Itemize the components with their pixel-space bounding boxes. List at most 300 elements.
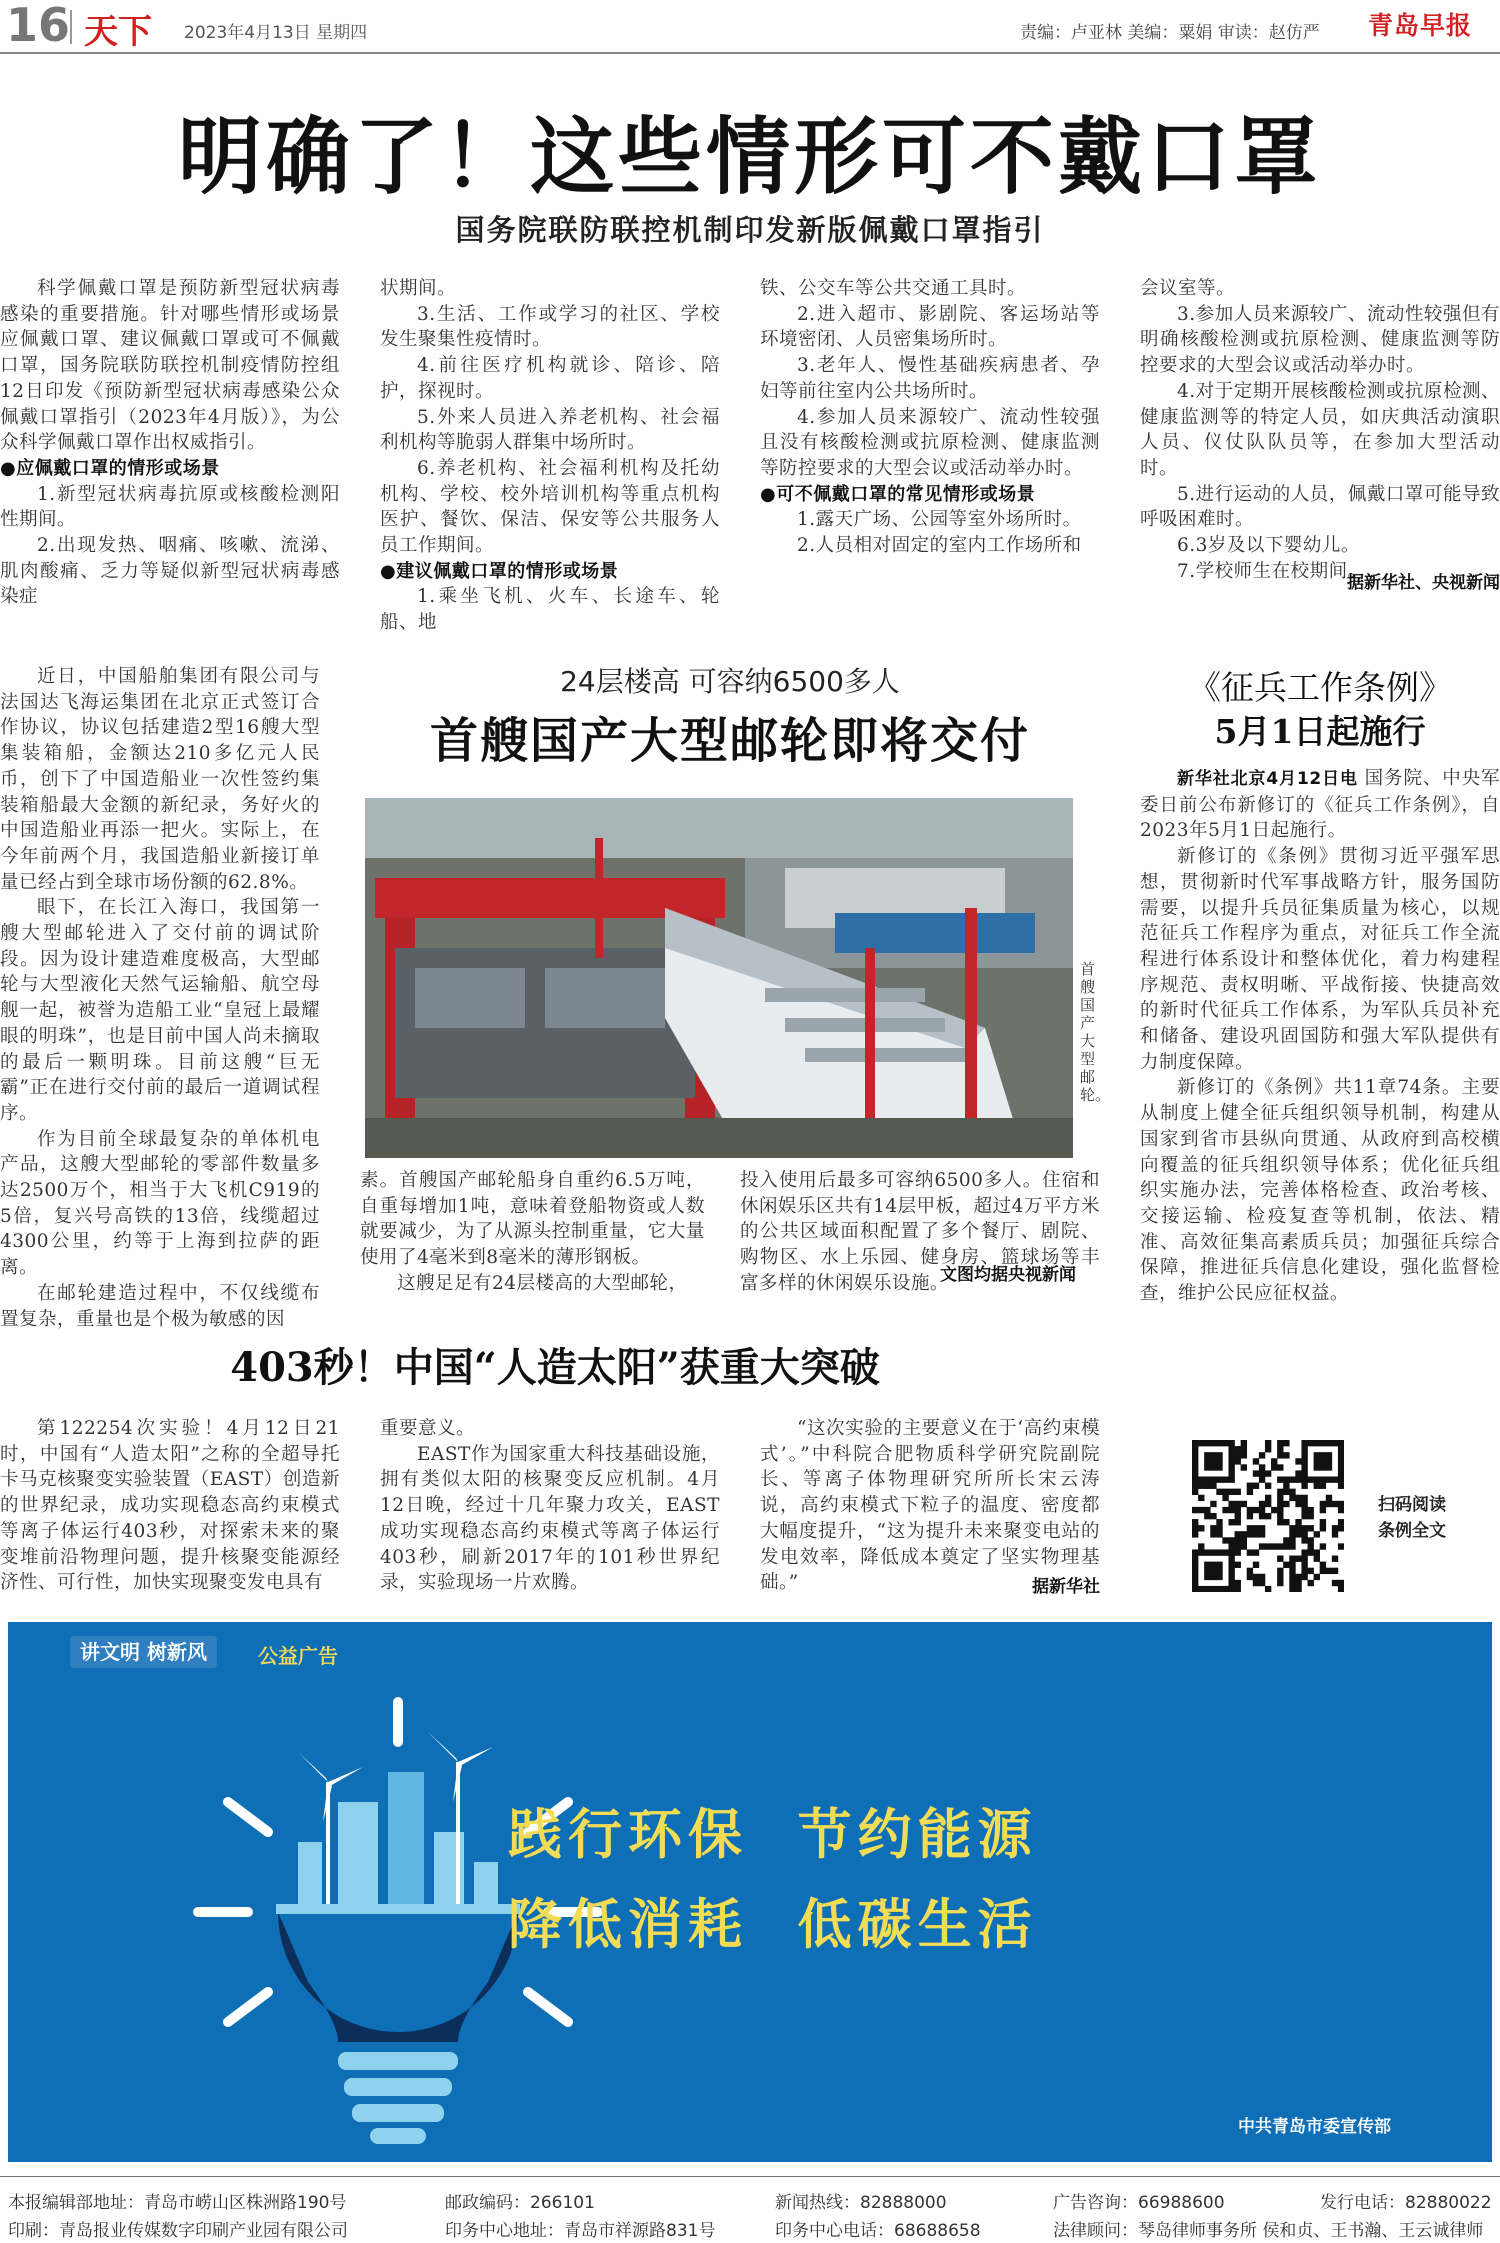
paragraph: 6.养老机构、社会福利机构及托幼机构、学校、校外培训机构等重点机构医护、餐饮、保洁、保安等公共服务人员工作期间。 [380, 457, 720, 557]
qr-module [1314, 1556, 1320, 1562]
qr-module [1222, 1586, 1228, 1592]
qr-module [1338, 1458, 1344, 1464]
paragraph: 眼下，在长江入海口，我国第一艘大型邮轮进入了交付前的调试阶段。因为设计建造难度极高，大型邮轮与大型液化天然气运输船、航空母舰一起，被誉为造船工业“皇冠上最耀眼的明珠”，也是目前中国人尚未摘取的最后一颗明珠。目前这艘“巨无霸”正在进行交付前的最后一道调试程序。 [0, 897, 320, 1124]
paragraph: 科学佩戴口罩是预防新型冠状病毒感染的重要措施。针对哪些情形或场景应佩戴口罩、建议佩戴口罩或可不佩戴口罩，国务院联防联控机制疫情防控组12日印发《预防新型冠状病毒感染公众佩戴口罩指引（2023年4月版）》，为公众科学佩戴口罩作出权威指引。 [0, 278, 340, 454]
qr-module [1308, 1537, 1314, 1543]
conscription-headline-1: 《征兵工作条例》 [1188, 668, 1452, 707]
qr-module [1308, 1568, 1314, 1574]
qr-module [1326, 1464, 1332, 1470]
qr-module [1320, 1562, 1326, 1568]
qr-module [1289, 1525, 1295, 1531]
qr-module [1332, 1580, 1338, 1586]
ad-slogan-2: 降低消耗 低碳生活 [508, 1893, 1038, 1956]
qr-module [1210, 1476, 1216, 1482]
qr-module [1283, 1501, 1289, 1507]
qr-module [1326, 1458, 1332, 1464]
qr-module [1301, 1458, 1307, 1464]
section-subheading: ●应佩戴口罩的情形或场景 [0, 457, 220, 479]
qr-module [1222, 1476, 1228, 1482]
qr-module [1204, 1513, 1210, 1519]
section-subheading: ●可不佩戴口罩的常见情形或场景 [760, 483, 1036, 505]
qr-module [1314, 1531, 1320, 1537]
qr-module [1247, 1568, 1253, 1574]
qr-module [1259, 1464, 1265, 1470]
qr-module [1241, 1531, 1247, 1537]
paragraph: 1.露天广场、公园等室外场所时。 [797, 509, 1082, 531]
footer-rule [0, 2176, 1500, 2177]
footer-ad-contact: 广告咨询：66988600 [1053, 2193, 1225, 2213]
qr-module [1338, 1519, 1344, 1525]
conscription-headline-2: 5月1日起施行 [1214, 712, 1426, 751]
qr-module [1192, 1556, 1198, 1562]
qr-module [1301, 1537, 1307, 1543]
qr-module [1228, 1476, 1234, 1482]
qr-module [1289, 1586, 1295, 1592]
article-east [0, 1336, 1110, 1606]
qr-module [1210, 1464, 1216, 1470]
qr-module [1192, 1483, 1198, 1489]
qr-module [1277, 1452, 1283, 1458]
page-number: 16 [6, 0, 71, 52]
qr-module [1320, 1440, 1326, 1446]
qr-module [1295, 1574, 1301, 1580]
paragraph: 投入使用后最多可容纳6500多人。住宿和休闲娱乐区共有14层甲板，超过4万平方米的公共区域面积配置了多个餐厅、剧院、购物区、水上乐园、健身房、篮球场等丰富多样的休闲娱乐设施。 [740, 1170, 1100, 1294]
qr-module [1222, 1549, 1228, 1555]
qr-module [1320, 1525, 1326, 1531]
qr-module [1228, 1519, 1234, 1525]
qr-module [1235, 1562, 1241, 1568]
qr-module [1308, 1476, 1314, 1482]
paragraph: EAST作为国家重大科技基础设施，拥有类似太阳的核聚变反应机制。4月12日晚，经过十几年聚力攻关，EAST成功实现稳态高约束模式等离子体运行403秒，刷新2017年的101秒世界纪录，实验现场一片欢腾。 [380, 1443, 720, 1594]
qr-module [1259, 1574, 1265, 1580]
qr-module [1277, 1568, 1283, 1574]
qr-module [1314, 1476, 1320, 1482]
cruise-headline: 首艘国产大型邮轮即将交付 [429, 713, 1030, 769]
qr-module [1228, 1562, 1234, 1568]
qr-module [1301, 1531, 1307, 1537]
paragraph: 3.参加人员来源较广、流动性较强但有明确核酸检测或抗原检测、健康监测等防控要求的大型会议或活动举办时。 [1140, 303, 1500, 377]
qr-module [1301, 1483, 1307, 1489]
qr-module [1338, 1586, 1344, 1592]
qr-module [1210, 1574, 1216, 1580]
qr-module [1338, 1580, 1344, 1586]
qr-module [1192, 1452, 1198, 1458]
paragraph: 2.人员相对固定的室内工作场所和 [797, 535, 1082, 557]
qr-module [1338, 1446, 1344, 1452]
qr-module [1301, 1562, 1307, 1568]
paragraph: 4.参加人员来源较广、流动性较强且没有核酸检测或抗原检测、健康监测等防控要求的大型会议或活动举办时。 [760, 406, 1100, 479]
qr-module [1259, 1476, 1265, 1482]
qr-module [1235, 1452, 1241, 1458]
qr-module [1277, 1476, 1283, 1482]
qr-module [1289, 1495, 1295, 1501]
qr-module [1228, 1568, 1234, 1574]
paragraph: 第122254次实验！4月12日21时，中国有“人造太阳”之称的全超导托卡马克核聚变实验装置（EAST）创造新的世界纪录，成功实现稳态高约束模式等离子体运行403秒，对探索未来的聚变堆前沿物理问题，提升核聚变能源经济性、可行性，加快实现聚变发电具有 [0, 1418, 340, 1594]
qr-module [1228, 1470, 1234, 1476]
section-name: 天下 [84, 12, 152, 52]
qr-module [1222, 1537, 1228, 1543]
qr-module [1216, 1489, 1222, 1495]
qr-module [1228, 1458, 1234, 1464]
paper-logo-text: 青岛早报 [1368, 11, 1473, 40]
qr-module [1235, 1580, 1241, 1586]
qr-module [1259, 1470, 1265, 1476]
qr-module [1320, 1507, 1326, 1513]
editors-line: 责编：卢亚林 美编：粟娟 审读：赵仿严 [1020, 23, 1320, 43]
qr-module [1338, 1470, 1344, 1476]
qr-module [1314, 1574, 1320, 1580]
qr-module [1314, 1464, 1320, 1470]
qr-module [1210, 1586, 1216, 1592]
qr-module [1198, 1495, 1204, 1501]
qr-module [1295, 1470, 1301, 1476]
qr-module [1265, 1513, 1271, 1519]
qr-module [1326, 1476, 1332, 1482]
qr-module [1295, 1476, 1301, 1482]
paper-logo [1368, 6, 1494, 46]
footer-news-hotline: 新闻热线：82888000 [775, 2193, 947, 2213]
qr-module [1253, 1574, 1259, 1580]
qr-module [1338, 1440, 1344, 1446]
qr-module [1332, 1525, 1338, 1531]
qr-module [1265, 1495, 1271, 1501]
qr-code-image [1192, 1440, 1344, 1592]
qr-module [1283, 1452, 1289, 1458]
qr-module [1314, 1440, 1320, 1446]
qr-module [1204, 1483, 1210, 1489]
qr-module [1210, 1483, 1216, 1489]
qr-module [1259, 1525, 1265, 1531]
qr-module [1253, 1458, 1259, 1464]
page-header [0, 0, 1500, 56]
qr-module [1253, 1549, 1259, 1555]
qr-module [1192, 1519, 1198, 1525]
qr-module [1210, 1513, 1216, 1519]
qr-module [1338, 1501, 1344, 1507]
qr-module [1289, 1531, 1295, 1537]
qr-module [1210, 1568, 1216, 1574]
issue-date: 2023年4月13日 星期四 [184, 23, 368, 43]
qr-module [1198, 1440, 1204, 1446]
paragraph: 这艘足足有24层楼高的大型邮轮， [397, 1272, 688, 1294]
qr-module [1253, 1483, 1259, 1489]
qr-module [1192, 1562, 1198, 1568]
qr-module [1283, 1562, 1289, 1568]
footer-postcode: 邮政编码：266101 [445, 2193, 595, 2213]
qr-module [1235, 1543, 1241, 1549]
ad-tag-main: 讲文明 树新风 [80, 1640, 207, 1664]
paragraph: 2.进入超市、影剧院、客运场站等环境密闭、人员密集场所时。 [760, 303, 1100, 351]
qr-module [1301, 1513, 1307, 1519]
paragraph: 会议室等。 [1140, 278, 1236, 299]
paragraph: 铁、公交车等公共交通工具时。 [760, 278, 1027, 299]
qr-module [1326, 1440, 1332, 1446]
qr-module [1326, 1501, 1332, 1507]
qr-module [1228, 1586, 1234, 1592]
qr-module [1320, 1483, 1326, 1489]
qr-module [1198, 1483, 1204, 1489]
qr-module [1192, 1458, 1198, 1464]
qr-module [1277, 1556, 1283, 1562]
qr-module [1247, 1489, 1253, 1495]
qr-module [1210, 1458, 1216, 1464]
paragraph: 4.前往医疗机构就诊、陪诊、陪护，探视时。 [380, 355, 720, 402]
qr-module [1247, 1483, 1253, 1489]
qr-module [1277, 1543, 1283, 1549]
qr-caption [1378, 1492, 1446, 1544]
qr-module [1259, 1513, 1265, 1519]
qr-module [1295, 1556, 1301, 1562]
east-headline: 403秒！中国“人造太阳”获重大突破 [230, 1344, 880, 1391]
qr-module [1277, 1501, 1283, 1507]
qr-module [1204, 1574, 1210, 1580]
qr-module [1271, 1543, 1277, 1549]
qr-module [1192, 1549, 1198, 1555]
qr-module [1192, 1568, 1198, 1574]
qr-module [1210, 1452, 1216, 1458]
paragraph-text: 新修订的《条例》贯彻习近平强军思想，贯彻新时代军事战略方针，服务国防需要，以提升兵员征集质量为核心，以规范征兵工作程序为重点，对征兵工作全流程进行体系设计和整体优化，着力构建程序规范、责权明晰、平战衔接、快捷高效的新时代征兵工作体系，为军队兵员补充和储备、建设巩固国防和强大军队提供有力制度保障。 [1140, 846, 1500, 1073]
qr-module [1289, 1580, 1295, 1586]
qr-module [1235, 1519, 1241, 1525]
qr-module [1228, 1440, 1234, 1446]
qr-module [1241, 1452, 1247, 1458]
footer-print-phone: 印务中心电话：68688658 [775, 2221, 981, 2241]
qr-module [1247, 1525, 1253, 1531]
qr-module [1228, 1580, 1234, 1586]
qr-module [1235, 1531, 1241, 1537]
qr-module [1210, 1549, 1216, 1555]
qr-module [1338, 1452, 1344, 1458]
qr-module [1210, 1562, 1216, 1568]
qr-module [1289, 1489, 1295, 1495]
paragraph: 在邮轮建造过程中，不仅线缆布置复杂，重量也是个极为敏感的因 [0, 1282, 320, 1330]
qr-module [1265, 1501, 1271, 1507]
qr-module [1326, 1568, 1332, 1574]
qr-module [1314, 1549, 1320, 1555]
qr-module [1301, 1476, 1307, 1482]
qr-module [1216, 1519, 1222, 1525]
qr-module [1259, 1501, 1265, 1507]
qr-module [1210, 1440, 1216, 1446]
qr-module [1235, 1586, 1241, 1592]
footer-print-address: 印务中心地址：青岛市祥源路831号 [445, 2221, 716, 2241]
paragraph [1140, 1075, 1500, 1306]
east-source: 据新华社 [1032, 1577, 1100, 1597]
qr-module [1228, 1543, 1234, 1549]
qr-module [1332, 1476, 1338, 1482]
qr-module [1308, 1440, 1314, 1446]
qr-module [1192, 1476, 1198, 1482]
qr-module [1228, 1549, 1234, 1555]
qr-module [1216, 1574, 1222, 1580]
qr-module [1320, 1543, 1326, 1549]
qr-module [1338, 1476, 1344, 1482]
east-column-1 [0, 1416, 340, 1596]
qr-code[interactable] [1192, 1440, 1344, 1592]
qr-module [1301, 1525, 1307, 1531]
qr-module [1277, 1507, 1283, 1513]
masks-headline: 明确了！这些情形可不戴口罩 [177, 107, 1322, 206]
qr-module [1228, 1464, 1234, 1470]
qr-module [1241, 1446, 1247, 1452]
paragraph: 1.新型冠状病毒抗原或核酸检测阳性期间。 [0, 483, 340, 531]
qr-module [1301, 1452, 1307, 1458]
qr-module [1295, 1580, 1301, 1586]
qr-module [1271, 1464, 1277, 1470]
masks-source: 据新华社、央视新闻 [1347, 573, 1500, 593]
qr-module [1301, 1470, 1307, 1476]
masks-column-1 [0, 276, 340, 610]
qr-module [1332, 1568, 1338, 1574]
qr-module [1277, 1519, 1283, 1525]
paragraph: 1.乘坐飞机、火车、长途车、轮船、地 [380, 586, 720, 634]
qr-module [1283, 1483, 1289, 1489]
masks-column-2 [380, 276, 720, 636]
qr-module [1320, 1452, 1326, 1458]
qr-module [1235, 1513, 1241, 1519]
footer-address: 本报编辑部地址：青岛市崂山区株洲路190号 [8, 2193, 347, 2213]
paragraph: 作为目前全球最复杂的单体机电产品，这艘大型邮轮的零部件数量多达2500万个，相当于大飞机C919的5倍，复兴号高铁的13倍，线缆超过4300公里，约等于上海到拉萨的距离。 [0, 1128, 320, 1279]
qr-module [1253, 1562, 1259, 1568]
qr-module [1289, 1476, 1295, 1482]
qr-module [1332, 1531, 1338, 1537]
qr-module [1295, 1525, 1301, 1531]
footer-printer: 印刷：青岛报业传媒数字印刷产业园有限公司 [8, 2221, 348, 2241]
qr-module [1301, 1464, 1307, 1470]
photo-caption-text: 首艘国产大型邮轮。 [1080, 960, 1111, 1104]
paragraph: 3.生活、工作或学习的社区、学校发生聚集性疫情时。 [380, 303, 720, 351]
qr-module [1198, 1525, 1204, 1531]
paragraph: 4.对于定期开展核酸检测或抗原检测、健康监测等的特定人员，如庆典活动演职人员、仪仗队队员等，在参加大型活动时。 [1140, 380, 1500, 479]
paragraph: 5.进行运动的人员，佩戴口罩可能导致呼吸困难时。 [1140, 483, 1500, 531]
qr-module [1228, 1501, 1234, 1507]
qr-module [1235, 1458, 1241, 1464]
qr-module [1198, 1586, 1204, 1592]
masks-column-4 [1140, 276, 1500, 584]
qr-module [1192, 1525, 1198, 1531]
qr-module [1289, 1574, 1295, 1580]
qr-module [1228, 1574, 1234, 1580]
qr-module [1283, 1543, 1289, 1549]
qr-module [1295, 1586, 1301, 1592]
qr-module [1247, 1574, 1253, 1580]
qr-module [1277, 1464, 1283, 1470]
qr-module [1204, 1458, 1210, 1464]
qr-module [1216, 1458, 1222, 1464]
qr-module [1228, 1537, 1234, 1543]
qr-module [1295, 1501, 1301, 1507]
qr-module [1222, 1489, 1228, 1495]
qr-module [1192, 1531, 1198, 1537]
qr-module [1198, 1476, 1204, 1482]
qr-module [1332, 1501, 1338, 1507]
qr-module [1295, 1495, 1301, 1501]
qr-module [1314, 1483, 1320, 1489]
qr-module [1277, 1513, 1283, 1519]
qr-module [1247, 1513, 1253, 1519]
qr-module [1228, 1452, 1234, 1458]
qr-module [1265, 1446, 1271, 1452]
qr-module [1271, 1458, 1277, 1464]
qr-module [1241, 1537, 1247, 1543]
qr-module [1204, 1507, 1210, 1513]
qr-module [1295, 1458, 1301, 1464]
article-masks [0, 60, 1500, 634]
qr-module [1216, 1452, 1222, 1458]
qr-module [1338, 1483, 1344, 1489]
qr-module [1289, 1556, 1295, 1562]
qr-module [1314, 1458, 1320, 1464]
paragraph-text: 国务院、中央军委日前公布新修订的《征兵工作条例》，自2023年5月1日起施行。 [1140, 768, 1500, 842]
qr-module [1216, 1531, 1222, 1537]
qr-module [1259, 1507, 1265, 1513]
qr-module [1192, 1440, 1198, 1446]
cruise-kicker: 24层楼高 可容纳6500多人 [560, 665, 900, 698]
qr-module [1283, 1489, 1289, 1495]
paragraph: 5.外来人员进入养老机构、社会福利机构等脆弱人群集中场所时。 [380, 406, 720, 454]
qr-module [1301, 1440, 1307, 1446]
qr-module [1192, 1507, 1198, 1513]
footer-distribution: 发行电话：82880022 [1320, 2193, 1492, 2213]
qr-module [1301, 1501, 1307, 1507]
cruise-column-2 [360, 1168, 705, 1297]
qr-module [1289, 1568, 1295, 1574]
qr-module [1308, 1549, 1314, 1555]
qr-module [1247, 1549, 1253, 1555]
qr-module [1259, 1580, 1265, 1586]
article-conscription [1140, 660, 1500, 1541]
masks-subheadline: 国务院联防联控机制印发新版佩戴口罩指引 [455, 213, 1045, 247]
qr-module [1338, 1507, 1344, 1513]
qr-module [1308, 1543, 1314, 1549]
qr-module [1277, 1574, 1283, 1580]
qr-module [1277, 1440, 1283, 1446]
qr-module [1253, 1531, 1259, 1537]
qr-module [1216, 1440, 1222, 1446]
header-rule [0, 52, 1500, 54]
qr-module [1192, 1470, 1198, 1476]
qr-module [1204, 1568, 1210, 1574]
qr-module [1204, 1476, 1210, 1482]
qr-module [1320, 1568, 1326, 1574]
qr-module [1228, 1489, 1234, 1495]
qr-module [1320, 1458, 1326, 1464]
ad-sponsor: 中共青岛市委宣传部 [1238, 2117, 1391, 2137]
qr-module [1204, 1562, 1210, 1568]
qr-module [1192, 1580, 1198, 1586]
footer-legal: 法律顾问：琴岛律师事务所 侯和贞、王书瀚、王云诚律师 [1053, 2221, 1484, 2241]
qr-module [1253, 1507, 1259, 1513]
qr-module [1216, 1464, 1222, 1470]
qr-module [1216, 1525, 1222, 1531]
qr-module [1222, 1507, 1228, 1513]
qr-module [1265, 1543, 1271, 1549]
dateline: 新华社北京4月12日电 [1177, 769, 1365, 789]
qr-module [1216, 1562, 1222, 1568]
paragraph [1140, 766, 1500, 844]
conscription-body [1140, 766, 1500, 1307]
section-subheading: ●建议佩戴口罩的情形或场景 [380, 560, 619, 582]
qr-module [1204, 1549, 1210, 1555]
qr-module [1216, 1586, 1222, 1592]
qr-module [1265, 1470, 1271, 1476]
paragraph: 3.老年人、慢性基础疾病患者、孕妇等前往室内公共场所时。 [760, 355, 1100, 402]
qr-module [1192, 1446, 1198, 1452]
paragraph [1140, 844, 1500, 1075]
qr-module [1247, 1531, 1253, 1537]
cruise-photo [365, 798, 1073, 1158]
paragraph: 素。首艘国产邮轮船身自重约6.5万吨，自重每增加1吨，意味着登船物资或人数就要减少，为了从源头控制重量，它大量使用了4毫米到8毫米的薄形钢板。 [360, 1170, 705, 1269]
